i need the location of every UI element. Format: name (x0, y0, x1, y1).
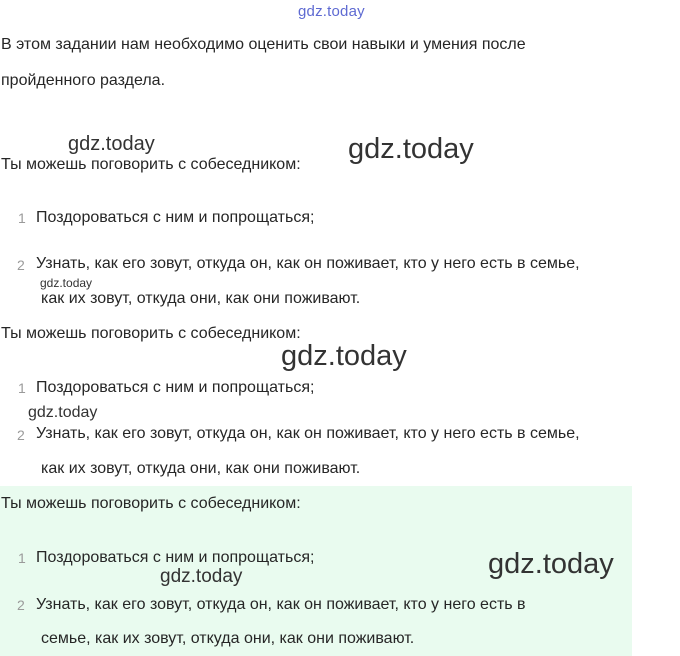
item-number-2: 2 (17, 597, 25, 613)
watermark-small: gdz.today (68, 133, 155, 155)
item-number-2: 2 (17, 257, 25, 273)
watermark-large: gdz.today (281, 340, 407, 372)
heading-2: Ты можешь поговорить с собеседником: (1, 325, 301, 342)
watermark-tiny: gdz.today (40, 276, 93, 290)
watermark-large: gdz.today (348, 133, 474, 165)
watermark-small: gdz.today (28, 404, 98, 421)
item-text-2-line-1: Узнать, как его зовут, откуда он, как он поживает, кто у него есть в семье, (36, 255, 580, 272)
item-number-1: 1 (18, 550, 26, 566)
item-text-2-line-1: Узнать, как его зовут, откуда он, как он поживает, кто у него есть в семье, (36, 425, 580, 442)
item-number-1: 1 (18, 380, 26, 396)
intro-line-2: пройденного раздела. (1, 72, 166, 89)
item-number-1: 1 (18, 210, 26, 226)
watermark-large: gdz.today (488, 548, 614, 580)
intro-line-1: В этом задании нам необходимо оценить свои навыки и умения после (1, 36, 526, 53)
heading-1: Ты можешь поговорить с собеседником: (1, 156, 301, 173)
item-number-2: 2 (17, 427, 25, 443)
watermark-top: gdz.today (298, 3, 365, 20)
item-text-2-line-2: как их зовут, откуда они, как они поживают. (41, 460, 361, 477)
item-text-2-line-2: семье, как их зовут, откуда они, как они поживают. (41, 630, 415, 647)
item-text-2-line-2: как их зовут, откуда они, как они поживают. (41, 290, 361, 307)
watermark-small: gdz.today (160, 566, 243, 587)
item-text-1: Поздороваться с ним и попрощаться; (36, 209, 315, 226)
item-text-1: Поздороваться с ним и попрощаться; (36, 379, 315, 396)
heading-3: Ты можешь поговорить с собеседником: (1, 495, 301, 512)
item-text-2-line-1: Узнать, как его зовут, откуда он, как он поживает, кто у него есть в (36, 596, 526, 613)
item-text-1: Поздороваться с ним и попрощаться; (36, 549, 315, 566)
